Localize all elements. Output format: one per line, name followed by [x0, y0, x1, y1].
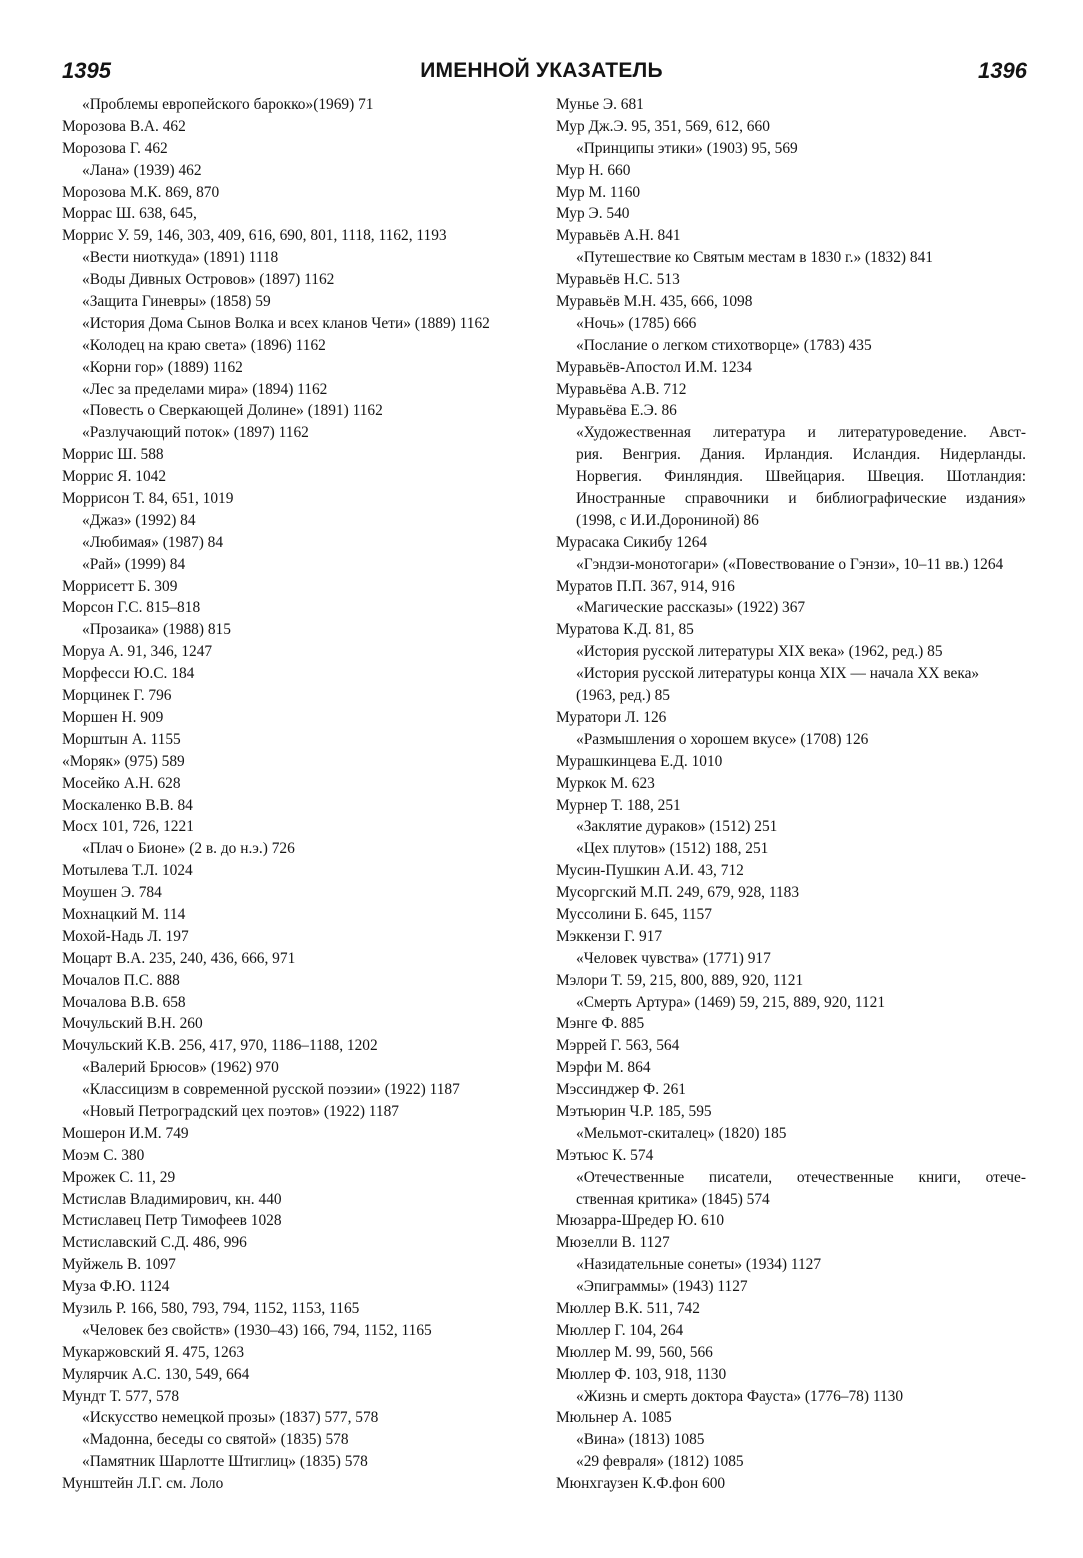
index-subentry: «Отечественные писатели, отечественные книги, отече- [576, 1168, 1026, 1186]
index-subentry: Иностранные справочники и библиографические издания» [576, 490, 1026, 508]
index-entry: Мур Дж.Э. 95, 351, 569, 612, 660 [556, 117, 770, 135]
index-entry: Мюллер Ф. 103, 918, 1130 [556, 1365, 727, 1383]
index-entry: Мюльнер А. 1085 [556, 1409, 672, 1427]
index-subentry: (1963, ред.) 85 [576, 687, 670, 705]
index-entry: Мюллер Г. 104, 264 [556, 1321, 684, 1339]
index-entry: Мурасака Сикибу 1264 [556, 533, 708, 551]
index-entry: Мэррей Г. 563, 564 [556, 1037, 680, 1055]
index-entry: Муравьёв А.Н. 841 [556, 227, 681, 245]
index-entry: Мэккензи Г. 917 [556, 927, 663, 945]
index-subentry: «Назидательные сонеты» (1934) 1127 [576, 1256, 822, 1274]
index-subentry: «Цех плутов» (1512) 188, 251 [576, 840, 769, 858]
index-entry: Мэлори Т. 59, 215, 800, 889, 920, 1121 [556, 971, 804, 989]
index-entry: Муйжель В. 1097 [62, 1256, 176, 1274]
index-entry: Мосх 101, 726, 1221 [62, 818, 194, 836]
index-entry: Моррис Ш. 588 [62, 446, 164, 464]
right-index-column [556, 94, 1026, 1495]
index-subentry: «Мадонна, беседы со святой» (1835) 578 [82, 1431, 349, 1449]
index-entry: Муравьёв-Апостол И.М. 1234 [556, 358, 752, 376]
index-subentry: «Вести ниоткуда» (1891) 1118 [82, 249, 279, 267]
index-entry: «Моряк» (975) 589 [62, 752, 185, 770]
index-entry: Мэрфи М. 864 [556, 1059, 651, 1077]
index-entry: Мочалов П.С. 888 [62, 971, 180, 989]
index-subentry: «Жизнь и смерть доктора Фауста» (1776–78) 1130 [576, 1387, 904, 1405]
index-entry: Мочульский К.В. 256, 417, 970, 1186–1188, 1202 [62, 1037, 378, 1055]
index-entry: Мохой-Надь Л. 197 [62, 927, 189, 945]
index-subentry: ственная критика» (1845) 574 [576, 1190, 770, 1208]
index-entry: Муркок М. 623 [556, 774, 655, 792]
index-entry: Муратова К.Д. 81, 85 [556, 621, 694, 639]
index-subentry: «Магические рассказы» (1922) 367 [576, 599, 806, 617]
index-entry: Морштын А. 1155 [62, 730, 181, 748]
index-subentry: «Вина» (1813) 1085 [576, 1431, 705, 1449]
index-subentry: «Ночь» (1785) 666 [576, 314, 697, 332]
index-subentry: «История русской литературы конца XIX — начала XX века» [576, 665, 980, 683]
index-subentry: «Любимая» (1987) 84 [82, 533, 224, 551]
index-entry: Мулярчик А.С. 130, 549, 664 [62, 1365, 250, 1383]
index-entry: Моррис У. 59, 146, 303, 409, 616, 690, 801, 1118, 1162, 1193 [62, 227, 447, 245]
index-entry: Мюллер М. 99, 560, 566 [556, 1343, 713, 1361]
index-subentry: «Человек без свойств» (1930–43) 166, 794, 1152, 1165 [82, 1321, 432, 1339]
index-subentry: «История Дома Сынов Волка и всех кланов Чети» (1889) 1162 [82, 314, 490, 332]
index-entry: Моэм С. 380 [62, 1146, 145, 1164]
index-subentry: «Воды Дивных Островов» (1897) 1162 [82, 271, 335, 289]
index-subentry: «Новый Петроградский цех поэтов» (1922) 1187 [82, 1102, 399, 1120]
index-subentry: «Художественная литература и литературоведение. Авст- [576, 424, 1026, 442]
index-entry: Москаленко В.В. 84 [62, 796, 193, 814]
index-subentry: «Принципы этики» (1903) 95, 569 [576, 139, 798, 157]
index-entry: Муза Ф.Ю. 1124 [62, 1278, 170, 1296]
index-entry: Моруа А. 91, 346, 1247 [62, 643, 213, 661]
index-entry: Моушен Э. 784 [62, 884, 162, 902]
index-subentry: «Джаз» (1992) 84 [82, 511, 196, 529]
index-entry: Морфесси Ю.С. 184 [62, 665, 195, 683]
index-entry: Мур М. 1160 [556, 183, 641, 201]
index-entry: Мстиславец Петр Тимофеев 1028 [62, 1212, 282, 1230]
index-entry: Мунье Э. 681 [556, 96, 644, 113]
index-entry: Муратов П.П. 367, 914, 916 [556, 577, 735, 595]
index-subentry: «Искусство немецкой прозы» (1837) 577, 578 [82, 1409, 379, 1427]
index-entry: Муратори Л. 126 [556, 708, 667, 726]
index-entry: Морозова М.К. 869, 870 [62, 183, 220, 201]
index-entry: Музиль Р. 166, 580, 793, 794, 1152, 1153, 1165 [62, 1299, 360, 1317]
index-entry: Моррис Я. 1042 [62, 468, 167, 486]
index-entry: Мунштейн Л.Г. см. Лоло [62, 1475, 224, 1493]
index-entry: Мурнер Т. 188, 251 [556, 796, 681, 814]
index-entry: Моррас Ш. 638, 645, [62, 205, 197, 223]
index-subentry: «Прозаика» (1988) 815 [82, 621, 231, 639]
index-subentry: «История русской литературы XIX века» (1962, ред.) 85 [576, 643, 943, 661]
index-subentry: «Проблемы европейского барокко»(1969) 71 [82, 96, 374, 113]
index-subentry: «Защита Гиневры» (1858) 59 [82, 293, 271, 311]
index-entry: Мусоргский М.П. 249, 679, 928, 1183 [556, 884, 800, 902]
index-entry: Моррисон Т. 84, 651, 1019 [62, 490, 234, 508]
page-title: ИМЕННОЙ УКАЗАТЕЛЬ [420, 59, 663, 82]
index-subentry: «Лес за пределами мира» (1894) 1162 [82, 380, 328, 398]
index-entry: Мурашкинцева Е.Д. 1010 [556, 752, 723, 770]
index-entry: Моцарт В.А. 235, 240, 436, 666, 971 [62, 949, 296, 967]
index-subentry: «Памятник Шарлотте Штиглиц» (1835) 578 [82, 1453, 368, 1471]
index-entry: Мюллер В.К. 511, 742 [556, 1299, 700, 1317]
index-subentry: «Валерий Брюсов» (1962) 970 [82, 1059, 279, 1077]
index-subentry: «Классицизм в современной русской поэзии» (1922) 1187 [82, 1081, 460, 1099]
index-entry: Мюнхгаузен К.Ф.фон 600 [556, 1475, 726, 1493]
page-number-left: 1395 [62, 58, 111, 83]
index-entry: Мур Н. 660 [556, 161, 631, 179]
index-subentry: «Эпиграммы» (1943) 1127 [576, 1278, 748, 1296]
index-subentry: «Повесть о Сверкающей Долине» (1891) 1162 [82, 402, 383, 420]
index-entry: Морсон Г.С. 815–818 [62, 599, 201, 617]
index-subentry: «Послание о легком стихотворце» (1783) 435 [576, 336, 872, 354]
index-subentry: «Мельмот-скиталец» (1820) 185 [576, 1124, 787, 1142]
index-entry: Мэнге Ф. 885 [556, 1015, 645, 1033]
index-entry: Мосейко А.Н. 628 [62, 774, 181, 792]
index-entry: Морозова Г. 462 [62, 139, 168, 157]
index-entry: Мэтьюс К. 574 [556, 1146, 654, 1164]
index-subentry: «Корни гор» (1889) 1162 [82, 358, 243, 376]
index-entry: Мотылева Т.Л. 1024 [62, 862, 193, 880]
index-entry: Мэссинджер Ф. 261 [556, 1081, 687, 1099]
index-entry: Морозова В.А. 462 [62, 117, 186, 135]
index-subentry: «Разлучающий поток» (1897) 1162 [82, 424, 309, 442]
index-subentry: «Колодец на краю света» (1896) 1162 [82, 336, 326, 354]
index-subentry: Норвегия. Финляндия. Швейцария. Швеция. Шотландия: [576, 468, 1026, 486]
index-entry: Муравьёв Н.С. 513 [556, 271, 680, 289]
index-entry: Мстиславский С.Д. 486, 996 [62, 1234, 247, 1252]
index-entry: Моррисетт Б. 309 [62, 577, 178, 595]
index-entry: Мэтьюрин Ч.Р. 185, 595 [556, 1102, 712, 1120]
index-subentry: «Смерть Артура» (1469) 59, 215, 889, 920, 1121 [576, 993, 886, 1011]
index-entry: Морцинек Г. 796 [62, 687, 172, 705]
index-entry: Муссолини Б. 645, 1157 [556, 905, 712, 923]
index-subentry: «Лана» (1939) 462 [82, 161, 202, 179]
index-subentry: «Плач о Бионе» (2 в. до н.э.) 726 [82, 840, 295, 858]
index-entry: Мочульский В.Н. 260 [62, 1015, 203, 1033]
index-entry: Муравьёва А.В. 712 [556, 380, 687, 398]
index-entry: Мохнацкий М. 114 [62, 905, 186, 923]
index-entry: Муравьёв М.Н. 435, 666, 1098 [556, 293, 753, 311]
index-subentry: «Гэндзи-монотогари» («Повествование о Гэнзи», 10–11 вв.) 1264 [576, 555, 1004, 573]
index-entry: Мусин-Пушкин А.И. 43, 712 [556, 862, 744, 880]
index-entry: Мочалова В.В. 658 [62, 993, 186, 1011]
index-entry: Мукаржовский Я. 475, 1263 [62, 1343, 245, 1361]
index-entry: Мрожек С. 11, 29 [62, 1168, 176, 1186]
index-subentry: «Рай» (1999) 84 [82, 555, 186, 573]
index-entry: Мюзарра-Шредер Ю. 610 [556, 1212, 725, 1230]
index-entry: Мундт Т. 577, 578 [62, 1387, 180, 1405]
index-subentry: «Заклятие дураков» (1512) 251 [576, 818, 778, 836]
index-subentry: рия. Венгрия. Дания. Ирландия. Исландия. Нидерланды. [576, 446, 1026, 464]
index-entry: Мстислав Владимирович, кн. 440 [62, 1190, 282, 1208]
index-subentry: «Человек чувства» (1771) 917 [576, 949, 771, 967]
page-number-right: 1396 [978, 58, 1027, 83]
index-subentry: «Размышления о хорошем вкусе» (1708) 126 [576, 730, 869, 748]
index-entry: Мур Э. 540 [556, 205, 630, 223]
index-entry: Мюзелли В. 1127 [556, 1234, 670, 1252]
left-index-column [62, 94, 542, 1495]
index-subentry: «29 февраля» (1812) 1085 [576, 1453, 744, 1471]
index-entry: Мошерон И.М. 749 [62, 1124, 189, 1142]
index-subentry: (1998, с И.И.Дорониной) 86 [576, 511, 759, 529]
index-subentry: «Путешествие ко Святым местам в 1830 г.» (1832) 841 [576, 249, 933, 267]
index-entry: Моршен Н. 909 [62, 708, 164, 726]
page-header [0, 54, 1083, 88]
index-entry: Муравьёва Е.Э. 86 [556, 402, 677, 420]
